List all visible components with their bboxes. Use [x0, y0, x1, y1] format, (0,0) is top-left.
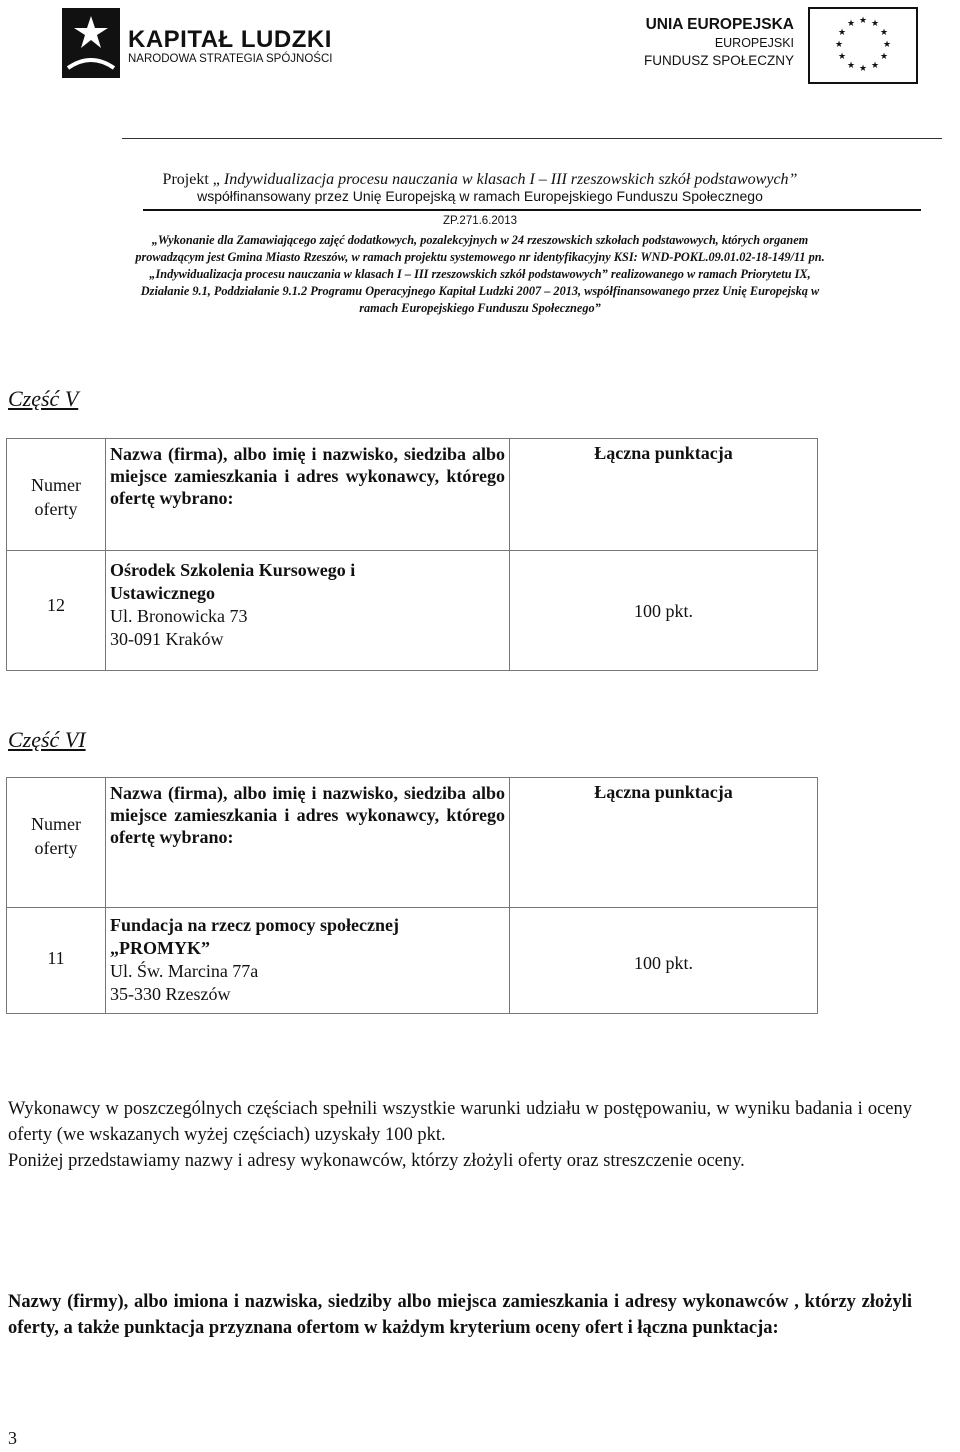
offer-number-cell: [7, 908, 106, 1014]
header-points-text: Łączna punktacja: [594, 443, 733, 463]
description-line: „Wykonanie dla Zamawiającego zajęć dodatkowych, pozalekcyjnych w 24 rzeszowskich szkołach podstawowych, których organem: [151, 233, 809, 247]
header-points-text: Łączna punktacja: [594, 782, 733, 802]
project-divider: [143, 209, 921, 211]
svg-text:★: ★: [834, 40, 844, 50]
contractor-name-line2: Ustawicznego: [110, 583, 215, 603]
header-num-line1: Numer: [31, 814, 81, 834]
header-contractor: [106, 778, 510, 908]
contractor-cell: [106, 908, 510, 1014]
header-num-line2: oferty: [34, 499, 78, 519]
svg-text:★: ★: [879, 28, 889, 38]
offer-number-cell: [7, 551, 106, 671]
results-text: Wykonawcy w poszczególnych częściach spełnili wszystkie warunki udziału w postępowaniu, w wyniku badania i oceny oferty (we wskazanych wyżej częściach) uzyskały 100 pkt.: [8, 1099, 912, 1145]
kapital-ludzki-logo: [62, 8, 120, 78]
part-vi-table: [6, 777, 818, 1014]
description-line: „Indywidualizacja procesu nauczania w klasach I – III rzeszowskich szkół podstawowych” realizowanego w ramach Priorytetu IX,: [149, 267, 811, 281]
offer-number: 12: [47, 595, 65, 615]
svg-text:★: ★: [837, 28, 847, 38]
points-cell: [510, 551, 818, 671]
header-contractor-text: Nazwa (firma), albo imię i nazwisko, siedziba albo miejsce zamieszkania i adres wykonawcy, którego ofertę wybrano:: [110, 444, 505, 508]
page-number: 3: [8, 1428, 17, 1448]
eu-european-label: EUROPEJSKI: [714, 36, 794, 50]
results-paragraph: [8, 1096, 912, 1174]
contractor-name-line1: Fundacja na rzecz pomocy społecznej: [110, 915, 399, 935]
contractor-street: Ul. Św. Marcina 77a: [110, 961, 259, 981]
kapital-ludzki-emblem-icon: [62, 8, 120, 78]
svg-text:★: ★: [879, 52, 889, 62]
header-offer-number: [7, 778, 106, 908]
header-num-line1: Numer: [31, 475, 81, 495]
project-prefix: Projekt „: [162, 171, 224, 188]
header-divider: [122, 138, 942, 139]
header-offer-number: [7, 439, 106, 551]
description-line: Działanie 9.1, Poddziałanie 9.1.2 Programu Operacyjnego Kapitał Ludzki 2007 – 2013, współfinansowanego przez Unię Europejską w: [140, 284, 820, 298]
svg-text:★: ★: [858, 64, 868, 74]
table-header-row: [7, 778, 818, 908]
svg-text:★: ★: [837, 52, 847, 62]
svg-text:★: ★: [882, 40, 892, 50]
contractor-name-line1: Ośrodek Szkolenia Kursowego i: [110, 560, 356, 580]
header-points: [510, 439, 818, 551]
contractor-cell: [106, 551, 510, 671]
contractor-name-line2: „PROMYK”: [110, 938, 210, 958]
points-value: 100 pkt.: [633, 601, 693, 621]
part-v-table: [6, 438, 818, 671]
points-value: 100 pkt.: [633, 953, 693, 973]
kapital-ludzki-title: KAPITAŁ LUDZKI: [128, 26, 332, 53]
part-vi-title: Część VI: [8, 727, 86, 752]
svg-text:★: ★: [870, 19, 880, 29]
table-header-row: [7, 439, 818, 551]
offer-number: 11: [47, 948, 65, 968]
eu-flag-icon: [808, 7, 918, 84]
header-contractor: [106, 439, 510, 551]
header-num-line2: oferty: [34, 838, 78, 858]
svg-text:★: ★: [858, 16, 868, 26]
description-line: ramach Europejskiego Funduszu Społecznego”: [359, 301, 601, 315]
summary-intro-text: Poniżej przedstawiamy nazwy i adresy wykonawców, którzy złożyli oferty oraz streszczenie oceny.: [8, 1151, 745, 1171]
eu-social-fund-label: FUNDUSZ SPOŁECZNY: [643, 53, 794, 68]
project-cofinance: współfinansowany przez Unię Europejską w ramach Europejskiego Funduszu Społecznego: [197, 188, 763, 204]
reference-number: ZP.271.6.2013: [443, 215, 517, 227]
kapital-ludzki-subtitle: NARODOWA STRATEGIA SPÓJNOŚCI: [128, 53, 333, 65]
order-description: [6, 232, 954, 317]
contractor-city: 30-091 Kraków: [110, 629, 224, 649]
points-cell: [510, 908, 818, 1014]
contractor-street: Ul. Bronowicka 73: [110, 606, 248, 626]
header-contractor-text: Nazwa (firma), albo imię i nazwisko, siedziba albo miejsce zamieszkania i adres wykonawcy, którego ofertę wybrano:: [110, 783, 505, 847]
eu-union-label: UNIA EUROPEJSKA: [645, 16, 794, 33]
svg-text:★: ★: [870, 61, 880, 71]
table-row: [7, 551, 818, 671]
svg-text:★: ★: [846, 19, 856, 29]
contractor-city: 35-330 Rzeszów: [110, 984, 231, 1004]
part-v-title: Część V: [8, 386, 79, 411]
description-line: prowadzącym jest Gmina Miasto Rzeszów, w ramach projektu systemowego nr identyfikacyjny KSI: WND-POKL.09.01.02-18-149/11 pn.: [135, 250, 825, 264]
header-points: [510, 778, 818, 908]
table-row: [7, 908, 818, 1014]
svg-text:★: ★: [846, 61, 856, 71]
scoring-heading: Nazwy (firmy), albo imiona i nazwiska, siedziby albo miejsca zamieszkania i adresy wykonawców , którzy złożyli oferty, a także punktacja przyznana ofertom w każdym kryterium oceny ofert i łączna punktacja:: [8, 1292, 912, 1338]
project-name: Indywidualizacja procesu nauczania w klasach I – III rzeszowskich szkół podstawowych”: [223, 171, 798, 188]
project-title: [60, 170, 900, 190]
eu-text-block: [594, 16, 794, 70]
